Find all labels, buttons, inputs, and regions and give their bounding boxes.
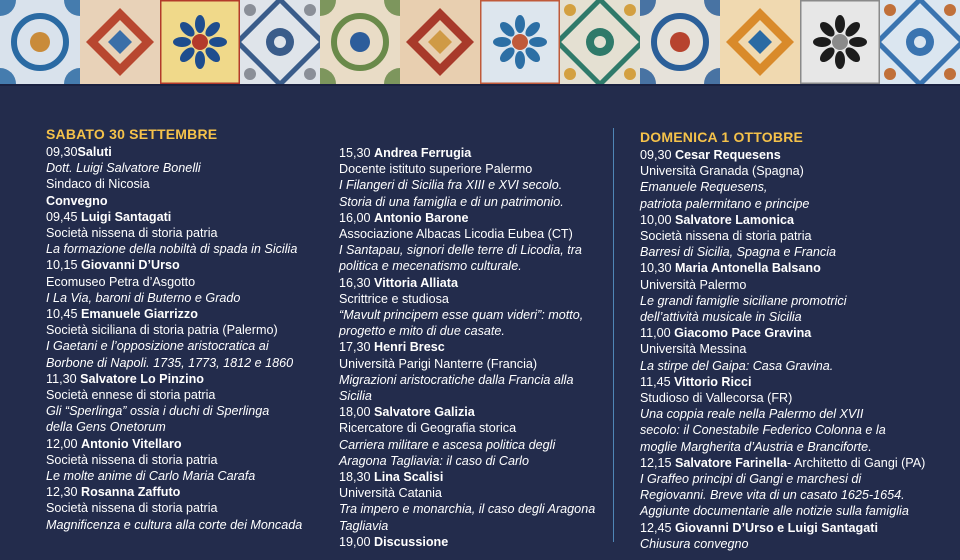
program-line [640,212,960,228]
program-text: 18,30 [339,470,375,485]
program-text: Università Palermo [640,277,747,292]
program-text: Società nissena di storia patria [640,229,812,244]
program-line [640,536,960,552]
program-line [640,455,960,471]
program-line [46,436,336,452]
program-line [640,179,960,195]
program-line [46,387,336,403]
speaker-name: Antonio Barone [374,210,469,225]
program-line [640,358,960,374]
talk-title: La stirpe del Gaipa: Casa Gravina. [640,358,834,373]
program-line [640,503,960,519]
speaker-name: Andrea Ferrugia [374,146,472,160]
talk-title: Regiovanni. Breve vita di un casato 1625-1654. [640,488,905,503]
talk-title: I Santapau, signori delle terre di Licodia, tra [339,243,582,258]
speaker-name: Henri Bresc [374,340,445,355]
program-text: 11,30 [46,371,81,386]
speaker-name: Vittoria Alliata [374,275,458,290]
program-line [46,306,336,322]
program-text: 15,30 [339,146,375,160]
program-text: 12,30 [46,485,82,500]
tile-9-image [640,0,720,84]
talk-title: Chiusura convegno [640,536,749,551]
speaker-name: Salvatore Galizia [374,405,475,420]
tile-3-image [160,0,240,84]
program-line [640,228,960,244]
program-line [46,193,336,209]
program-line [46,371,336,387]
program-text: Università Parigi Nanterre (Francia) [339,356,538,371]
program-line [46,468,336,484]
program-text: Ecomuseo Petra d’Asgotto [46,274,196,289]
program-lines [46,144,336,533]
talk-title: della Gens Onetorum [46,420,166,435]
program-lines [339,145,609,550]
speaker-name: Salvatore Lamonica [675,212,795,227]
program-line [640,325,960,341]
program-line [46,355,336,371]
talk-title: progetto e mito di due casate. [339,324,505,339]
program-lines [640,147,960,552]
speaker-name: Saluti [77,145,112,159]
speaker-name: Giovanni D’Urso [81,258,180,273]
speaker-name: Luigi Santagati [81,209,172,224]
program-column-saturday-morning [46,126,336,533]
speaker-name: Antonio Vitellaro [81,436,182,451]
program-text: Società nissena di storia patria [46,452,218,467]
column-divider [613,128,614,542]
program-line [640,341,960,357]
program-line [46,338,336,354]
program-text: 11,45 [640,374,675,389]
talk-title: Tagliavia [339,518,389,533]
program-line [339,226,609,242]
program-text: 17,30 [339,340,375,355]
program-line [640,487,960,503]
speaker-name: Discussione [374,534,449,549]
talk-title: Una coppia reale nella Palermo del XVII [640,407,864,422]
program-text: 19,00 [339,534,375,549]
talk-title: politica e mecenatismo culturale. [339,259,522,274]
program-text: Università Granada (Spagna) [640,164,804,179]
talk-title: moglie Margherita d’Austria e Branciforte. [640,439,872,454]
tile-8-image [560,0,640,84]
program-text: 12,00 [46,436,82,451]
talk-title: I Graffeo principi di Gangi e marchesi di [640,472,862,487]
speaker-name: Convegno [46,193,108,208]
program-line [640,293,960,309]
talk-title: “Mavult principem esse quam videri”: motto, [339,308,584,323]
program-line [339,388,609,404]
talk-title: Le molte anime di Carlo Maria Carafa [46,469,256,484]
program-text: 16,30 [339,275,375,290]
talk-title: I Filangeri di Sicilia fra XIII e XVI secolo. [339,178,563,193]
program-text: 09,30 [46,145,78,159]
talk-title: patriota palermitano e principe [640,196,810,211]
program-text: 10,30 [640,261,676,276]
program-text: Società nissena di storia patria [46,501,218,516]
tile-10-image [720,0,800,84]
program-line [640,309,960,325]
program-line [46,290,336,306]
talk-title: Magnificenza e cultura alla corte dei Moncada [46,517,303,532]
program-line [339,194,609,210]
program-text: Società ennese di storia patria [46,388,216,403]
program-text: 18,00 [339,405,375,420]
tile-1-image [0,0,80,84]
program-line [339,372,609,388]
talk-title: dell’attività musicale in Sicilia [640,310,802,325]
program-line [339,339,609,355]
program-line [339,518,609,534]
program-line [339,356,609,372]
program-line [640,260,960,276]
decorative-tile-banner [0,0,960,86]
program-line [640,406,960,422]
speaker-name: Emanuele Giarrizzo [81,307,198,322]
program-line [339,501,609,517]
program-line [339,534,609,550]
program-text: 10,15 [46,258,82,273]
program-line [339,242,609,258]
program-line [339,161,609,177]
talk-title: Tra impero e monarchia, il caso degli Aragona [339,502,596,517]
tile-4-image [240,0,320,84]
tile-2-image [80,0,160,84]
program-line [339,210,609,226]
talk-title: Emanuele Requesens, [640,180,768,195]
program-line [640,471,960,487]
talk-title: secolo: il Conestabile Federico Colonna e la [640,423,886,438]
program-text: 16,00 [339,210,375,225]
tile-12-image [880,0,960,84]
program-line [640,163,960,179]
program-line [46,517,336,533]
program-line [640,244,960,260]
program-line [46,419,336,435]
program-text: Società siciliana di storia patria (Palermo) [46,323,278,338]
program-text: - Architetto di Gangi (PA) [787,455,926,470]
talk-title: Borbone di Napoli. 1735, 1773, 1812 e 1860 [46,355,294,370]
talk-title: Storia di una famiglia e di un patrimonio. [339,194,564,209]
tile-6-image [400,0,480,84]
program-line [339,145,609,161]
tile-7-image [480,0,560,84]
speaker-name: Maria Antonella Balsano [675,261,821,276]
talk-title: I Gaetani e l’opposizione aristocratica ai [46,339,269,354]
program-text: Ricercatore di Geografia storica [339,421,517,436]
speaker-name: Cesar Requesens [675,148,781,162]
speaker-name: Salvatore Lo Pinzino [80,371,204,386]
program-line [339,307,609,323]
program-line [339,177,609,193]
talk-title: La formazione della nobiltà di spada in Sicilia [46,242,298,257]
program-text: 10,45 [46,307,82,322]
program-text: 10,00 [640,212,676,227]
program-line [640,147,960,163]
program-line [46,241,336,257]
speaker-name: Giovanni D’Urso e Luigi Santagati [675,520,878,535]
program-text: Associazione Albacas Licodia Eubea (CT) [339,227,573,242]
program-line [46,452,336,468]
program-text: 09,30 [640,148,676,162]
program-line [339,323,609,339]
talk-title: Migrazioni aristocratiche dalla Francia alla [339,372,574,387]
talk-title: Barresi di Sicilia, Spagna e Francia [640,245,836,260]
program-line [339,275,609,291]
program-line [46,160,336,176]
program-line [46,209,336,225]
program-line [640,422,960,438]
program-line [640,277,960,293]
speaker-name: Salvatore Farinella [675,455,788,470]
talk-title: Sicilia [339,389,372,404]
program-text: Società nissena di storia patria [46,226,218,241]
program-column-saturday-afternoon [339,145,609,550]
talk-title: Gli “Sperlinga” ossia i duchi di Sperlinga [46,404,270,419]
day-title-sunday: DOMENICA 1 OTTOBRE [640,129,804,145]
program-line [640,520,960,536]
program-line [640,390,960,406]
program-line [339,485,609,501]
program-line [640,439,960,455]
program-line [640,374,960,390]
speaker-name: Vittorio Ricci [674,374,752,389]
program-text: 11,00 [640,326,675,341]
program-text: Docente istituto superiore Palermo [339,162,533,177]
program-line [339,437,609,453]
program-line [46,257,336,273]
program-column-sunday [640,129,960,552]
tile-11-image [800,0,880,84]
speaker-name: Rosanna Zaffuto [81,485,181,500]
program-text: Studioso di Vallecorsa (FR) [640,391,793,406]
program-line [46,225,336,241]
program-line [46,176,336,192]
program-text: 12,15 [640,455,676,470]
program-line [339,291,609,307]
program-line [46,274,336,290]
program-line [46,403,336,419]
speaker-name: Lina Scalisi [374,470,444,485]
speaker-name: Giacomo Pace Gravina [674,326,812,341]
program-line [46,500,336,516]
talk-title: Aragona Tagliavia: il caso di Carlo [339,453,529,468]
talk-title: I La Via, baroni di Buterno e Grado [46,290,241,305]
tile-5-image [320,0,400,84]
program-line [339,469,609,485]
talk-title: Le grandi famiglie siciliane promotrici [640,293,847,308]
talk-title: Aggiunte documentarie alle notizie sulla famiglia [640,504,909,519]
talk-title: Dott. Luigi Salvatore Bonelli [46,161,201,176]
program-line [339,420,609,436]
program-line [46,484,336,500]
program-line [339,453,609,469]
program-text: Università Messina [640,342,747,357]
day-title-saturday: SABATO 30 SETTEMBRE [46,126,218,142]
program-line [46,322,336,338]
program-text: 12,45 [640,520,676,535]
program-text: Scrittrice e studiosa [339,291,449,306]
program-text: 09,45 [46,209,82,224]
program-text: Sindaco di Nicosia [46,177,150,192]
program-line [640,196,960,212]
program-line [46,144,336,160]
program-line [339,258,609,274]
talk-title: Carriera militare e ascesa politica degli [339,437,556,452]
program-text: Università Catania [339,486,442,501]
program-line [339,404,609,420]
